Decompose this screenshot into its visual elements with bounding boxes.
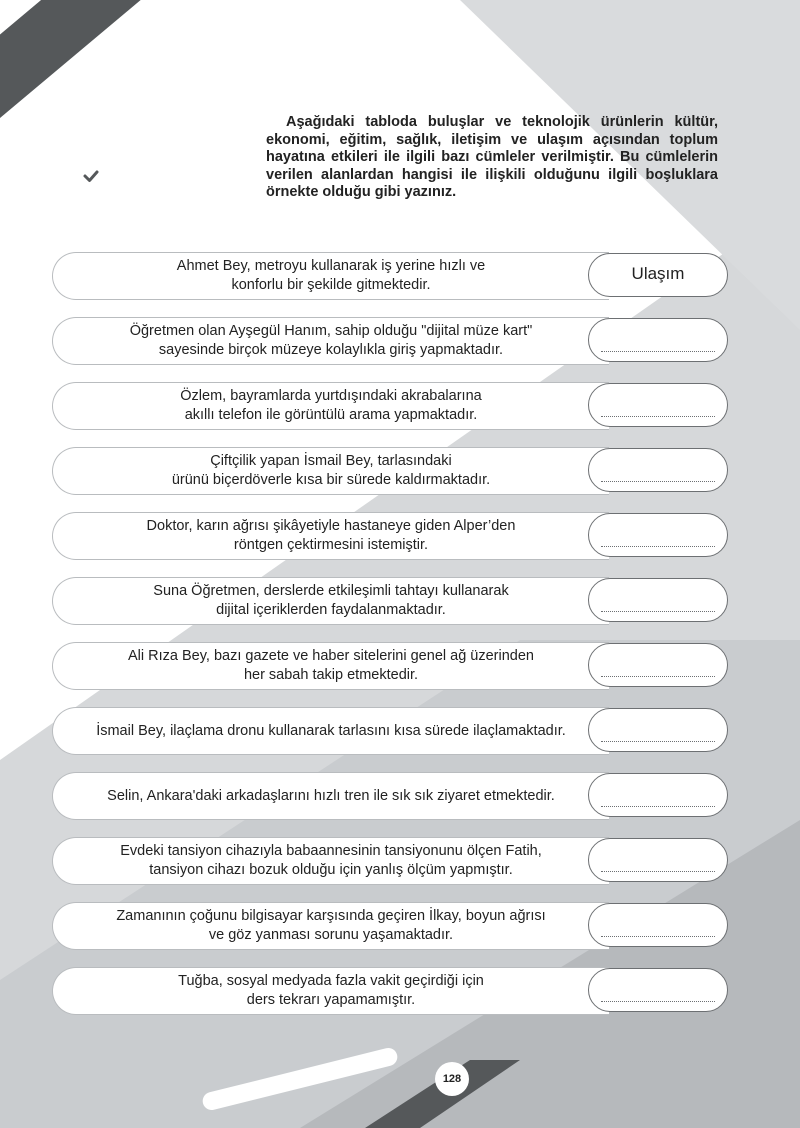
answer-box[interactable] <box>588 448 728 492</box>
answer-box[interactable] <box>588 383 728 427</box>
dotted-answer-line <box>601 741 715 742</box>
exercise-row <box>52 577 732 627</box>
answer-text: Ulaşım <box>631 264 685 283</box>
sentence-text: Zamanının çoğunu bilgisayar karşısında geçiren İlkay, boyun ağrısı ve göz yanması sorunu yaşamaktadır. <box>116 908 546 943</box>
sentence-box <box>52 772 609 820</box>
sentence-text: Selin, Ankara'daki arkadaşlarını hızlı tren ile sık sık ziyaret etmektedir. <box>107 787 555 804</box>
exercise-row <box>52 252 732 302</box>
answer-box[interactable] <box>588 318 728 362</box>
sentence-box <box>52 902 609 950</box>
checklist-icon <box>58 148 104 190</box>
answer-box[interactable] <box>588 513 728 557</box>
sentence-text: Öğretmen olan Ayşegül Hanım, sahip olduğu "dijital müze kart" sayesinde birçok müzeye kolaylıkla giriş yapmaktadır. <box>129 323 533 358</box>
dotted-answer-line <box>601 871 715 872</box>
dotted-answer-line <box>601 351 715 352</box>
sentence-text: Ali Rıza Bey, bazı gazete ve haber sitelerini genel ağ üzerinden her sabah takip etmektedir. <box>128 648 534 683</box>
dotted-answer-line <box>601 481 715 482</box>
answer-box[interactable] <box>588 708 728 752</box>
sentence-text: Ahmet Bey, metroyu kullanarak iş yerine hızlı ve konforlu bir şekilde gitmektedir. <box>176 258 486 293</box>
sentence-text: İsmail Bey, ilaçlama dronu kullanarak tarlasını kısa sürede ilaçlamaktadır. <box>96 722 566 739</box>
sentence-text: Çiftçilik yapan İsmail Bey, tarlasındaki ürünü biçerdöverle kısa bir sürede kaldırmaktadır. <box>171 453 491 488</box>
sentence-box <box>52 252 609 300</box>
sentence-text: Evdeki tansiyon cihazıyla babaannesinin tansiyonunu ölçen Fatih, tansiyon cihazı bozuk olduğu için yanlış ölçüm yapmıştır. <box>120 843 542 878</box>
exercise-row <box>52 707 732 757</box>
sentence-box <box>52 447 609 495</box>
exercise-row <box>52 447 732 497</box>
dotted-answer-line <box>601 676 715 677</box>
dotted-answer-line <box>601 546 715 547</box>
dotted-answer-line <box>601 936 715 937</box>
exercise-row <box>52 837 732 887</box>
instructions-paragraph: Aşağıdaki tabloda buluşlar ve teknolojik ürünlerin kültür, ekonomi, eğitim, sağlık, iletişim ve ulaşım açısından toplum hayatına etkileri ile ilgili bazı cümleler verilmiştir. Bu cümlelerin verilen alanlardan hangisi ile ilişkili olduğunu ilgili boşluklara örnekte olduğu gibi yazınız. <box>266 114 718 200</box>
sentence-box <box>52 967 609 1015</box>
answer-box[interactable] <box>588 903 728 947</box>
exercise-row <box>52 772 732 822</box>
sentence-box <box>52 837 609 885</box>
exercise-row <box>52 967 732 1017</box>
answer-box[interactable] <box>588 773 728 817</box>
page-number: 128 <box>435 1062 469 1096</box>
sentence-text: Suna Öğretmen, derslerde etkileşimli tahtayı kullanarak dijital içeriklerden faydalanmaktadır. <box>153 583 509 618</box>
evaluation-badge-label: DEĞERLENDİRELİM <box>104 55 230 165</box>
exercise-row <box>52 317 732 367</box>
dotted-answer-line <box>601 416 715 417</box>
sentence-box <box>52 577 609 625</box>
answer-box[interactable] <box>588 838 728 882</box>
exercise-row <box>52 512 732 562</box>
dotted-answer-line <box>601 1001 715 1002</box>
sentence-text: Özlem, bayramlarda yurtdışındaki akrabalarına akıllı telefon ile görüntülü arama yapmaktadır. <box>180 388 482 423</box>
dotted-answer-line <box>601 611 715 612</box>
answer-box[interactable] <box>588 968 728 1012</box>
sentence-box <box>52 317 609 365</box>
sentence-box <box>52 382 609 430</box>
answer-box[interactable] <box>588 253 728 297</box>
sentence-box <box>52 642 609 690</box>
sentence-text: Doktor, karın ağrısı şikâyetiyle hastaneye giden Alper’den röntgen çektirmesini istemiştir. <box>146 518 516 553</box>
exercise-row <box>52 382 732 432</box>
answer-box[interactable] <box>588 578 728 622</box>
exercise-row <box>52 642 732 692</box>
sentence-text: Tuğba, sosyal medyada fazla vakit geçirdiği için ders tekrarı yapamamıştır. <box>178 973 484 1008</box>
sentence-box <box>52 512 609 560</box>
exercise-row <box>52 902 732 952</box>
answer-box[interactable] <box>588 643 728 687</box>
sentence-box <box>52 707 609 755</box>
dotted-answer-line <box>601 806 715 807</box>
